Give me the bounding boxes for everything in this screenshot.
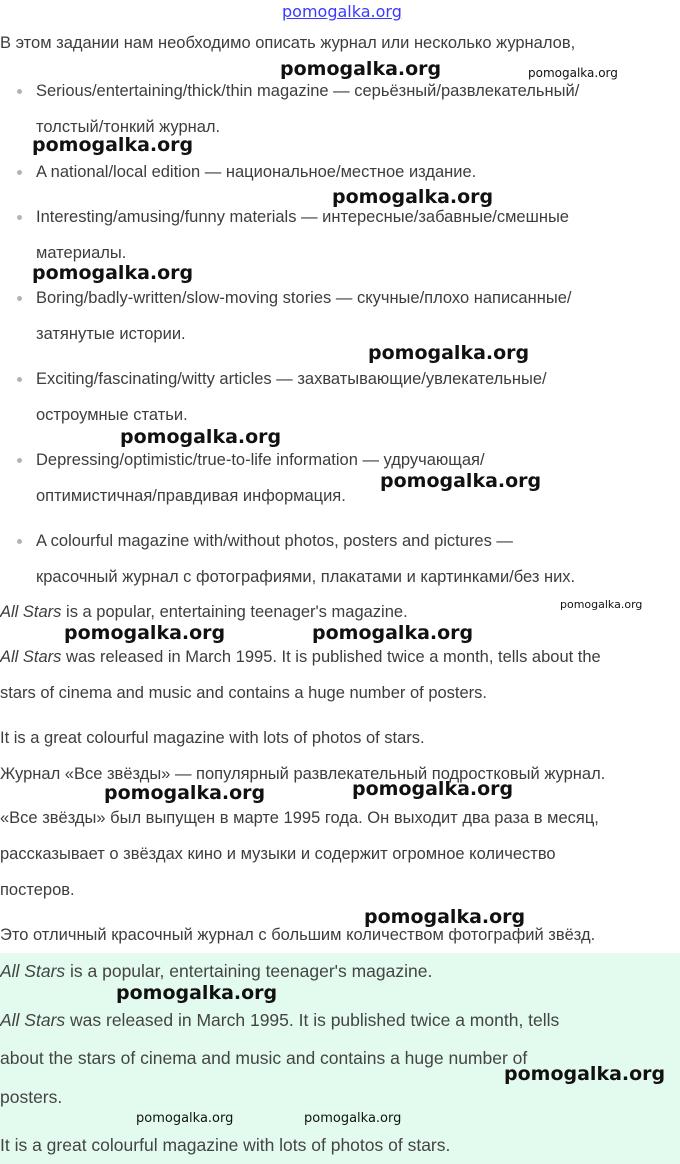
- list-item-line2: остроумные статьи.: [36, 406, 188, 424]
- russian-line: постеров.: [0, 881, 75, 899]
- bullet-icon: [17, 539, 22, 544]
- list-item-line2: затянутые истории.: [36, 325, 186, 343]
- watermark: pomogalka.org: [136, 1111, 234, 1126]
- bullet-icon: [17, 377, 22, 382]
- watermark: pomogalka.org: [32, 134, 194, 156]
- magazine-title: All Stars: [0, 1010, 66, 1030]
- watermark: pomogalka.org: [528, 66, 618, 80]
- magazine-title: All Stars: [0, 603, 62, 621]
- english-paragraph-3: It is a great colourful magazine with lots of photos of stars.: [0, 729, 425, 747]
- list-item-line1: A colourful magazine with/without photos, posters and pictures —: [36, 532, 513, 550]
- list-item-line2: оптимистичная/правдивая информация.: [36, 487, 346, 505]
- bullet-icon: [17, 89, 22, 94]
- list-item-line1: Serious/entertaining/thick/thin magazine — серьёзный/развлекательный/: [36, 82, 580, 100]
- magazine-title: All Stars: [0, 961, 66, 981]
- watermark: pomogalka.org: [332, 186, 494, 208]
- list-item-line1: Exciting/fascinating/witty articles — захватывающие/увлекательные/: [36, 370, 547, 388]
- watermark: pomogalka.org: [352, 778, 514, 800]
- magazine-title: All Stars: [0, 648, 62, 666]
- watermark: pomogalka.org: [304, 1111, 402, 1126]
- list-item-line2: толстый/тонкий журнал.: [36, 118, 221, 136]
- answer-paragraph-2-line2: about the stars of cinema and music and contains a huge number of: [0, 1048, 528, 1068]
- watermark: pomogalka.org: [32, 262, 194, 284]
- list-item-line1: Boring/badly-written/slow-moving stories — скучные/плохо написанные/: [36, 289, 572, 307]
- answer-paragraph-3: It is a great colourful magazine with lots of photos of stars.: [0, 1135, 451, 1155]
- watermark: pomogalka.org: [560, 598, 643, 611]
- watermark: pomogalka.org: [368, 342, 530, 364]
- list-item-line1: Depressing/optimistic/true-to-life information — удручающая/: [36, 451, 485, 469]
- intro-text: В этом задании нам необходимо описать журнал или несколько журналов,: [0, 34, 576, 52]
- russian-line: Это отличный красочный журнал с большим количеством фотографий звёзд.: [0, 926, 596, 944]
- russian-line: «Все звёзды» был выпущен в марте 1995 года. Он выходит два раза в месяц,: [0, 809, 599, 827]
- bullet-icon: [17, 170, 22, 175]
- watermark: pomogalka.org: [504, 1063, 666, 1085]
- english-paragraph-2-line2: stars of cinema and music and contains a huge number of posters.: [0, 684, 488, 702]
- watermark: pomogalka.org: [120, 426, 282, 448]
- list-item-line1: Interesting/amusing/funny materials — интересные/забавные/смешные: [36, 208, 569, 226]
- watermark: pomogalka.org: [380, 470, 542, 492]
- watermark: pomogalka.org: [64, 622, 226, 644]
- list-item-line2: красочный журнал с фотографиями, плакатами и картинками/без них.: [36, 568, 576, 586]
- english-paragraph-1: All Stars is a popular, entertaining teenager's magazine.: [0, 603, 408, 621]
- watermark: pomogalka.org: [364, 906, 526, 928]
- bullet-icon: [17, 296, 22, 301]
- watermark: pomogalka.org: [116, 982, 278, 1004]
- watermark: pomogalka.org: [280, 58, 442, 80]
- russian-line: Журнал «Все звёзды» — популярный развлекательный подростковый журнал.: [0, 765, 606, 783]
- watermark: pomogalka.org: [104, 782, 266, 804]
- header-watermark-link[interactable]: pomogalka.org: [282, 2, 402, 21]
- bullet-icon: [17, 458, 22, 463]
- answer-paragraph-1: All Stars is a popular, entertaining teenager's magazine.: [0, 961, 433, 981]
- russian-line: рассказывает о звёздах кино и музыки и содержит огромное количество: [0, 845, 556, 863]
- bullet-icon: [17, 215, 22, 220]
- answer-paragraph-2-line3: posters.: [0, 1087, 63, 1107]
- list-item-line2: материалы.: [36, 244, 127, 262]
- watermark: pomogalka.org: [312, 622, 474, 644]
- english-paragraph-2: All Stars was released in March 1995. It is published twice a month, tells about the: [0, 648, 601, 666]
- list-item-line1: A national/local edition — национальное/местное издание.: [36, 163, 477, 181]
- answer-paragraph-2: All Stars was released in March 1995. It is published twice a month, tells: [0, 1010, 560, 1030]
